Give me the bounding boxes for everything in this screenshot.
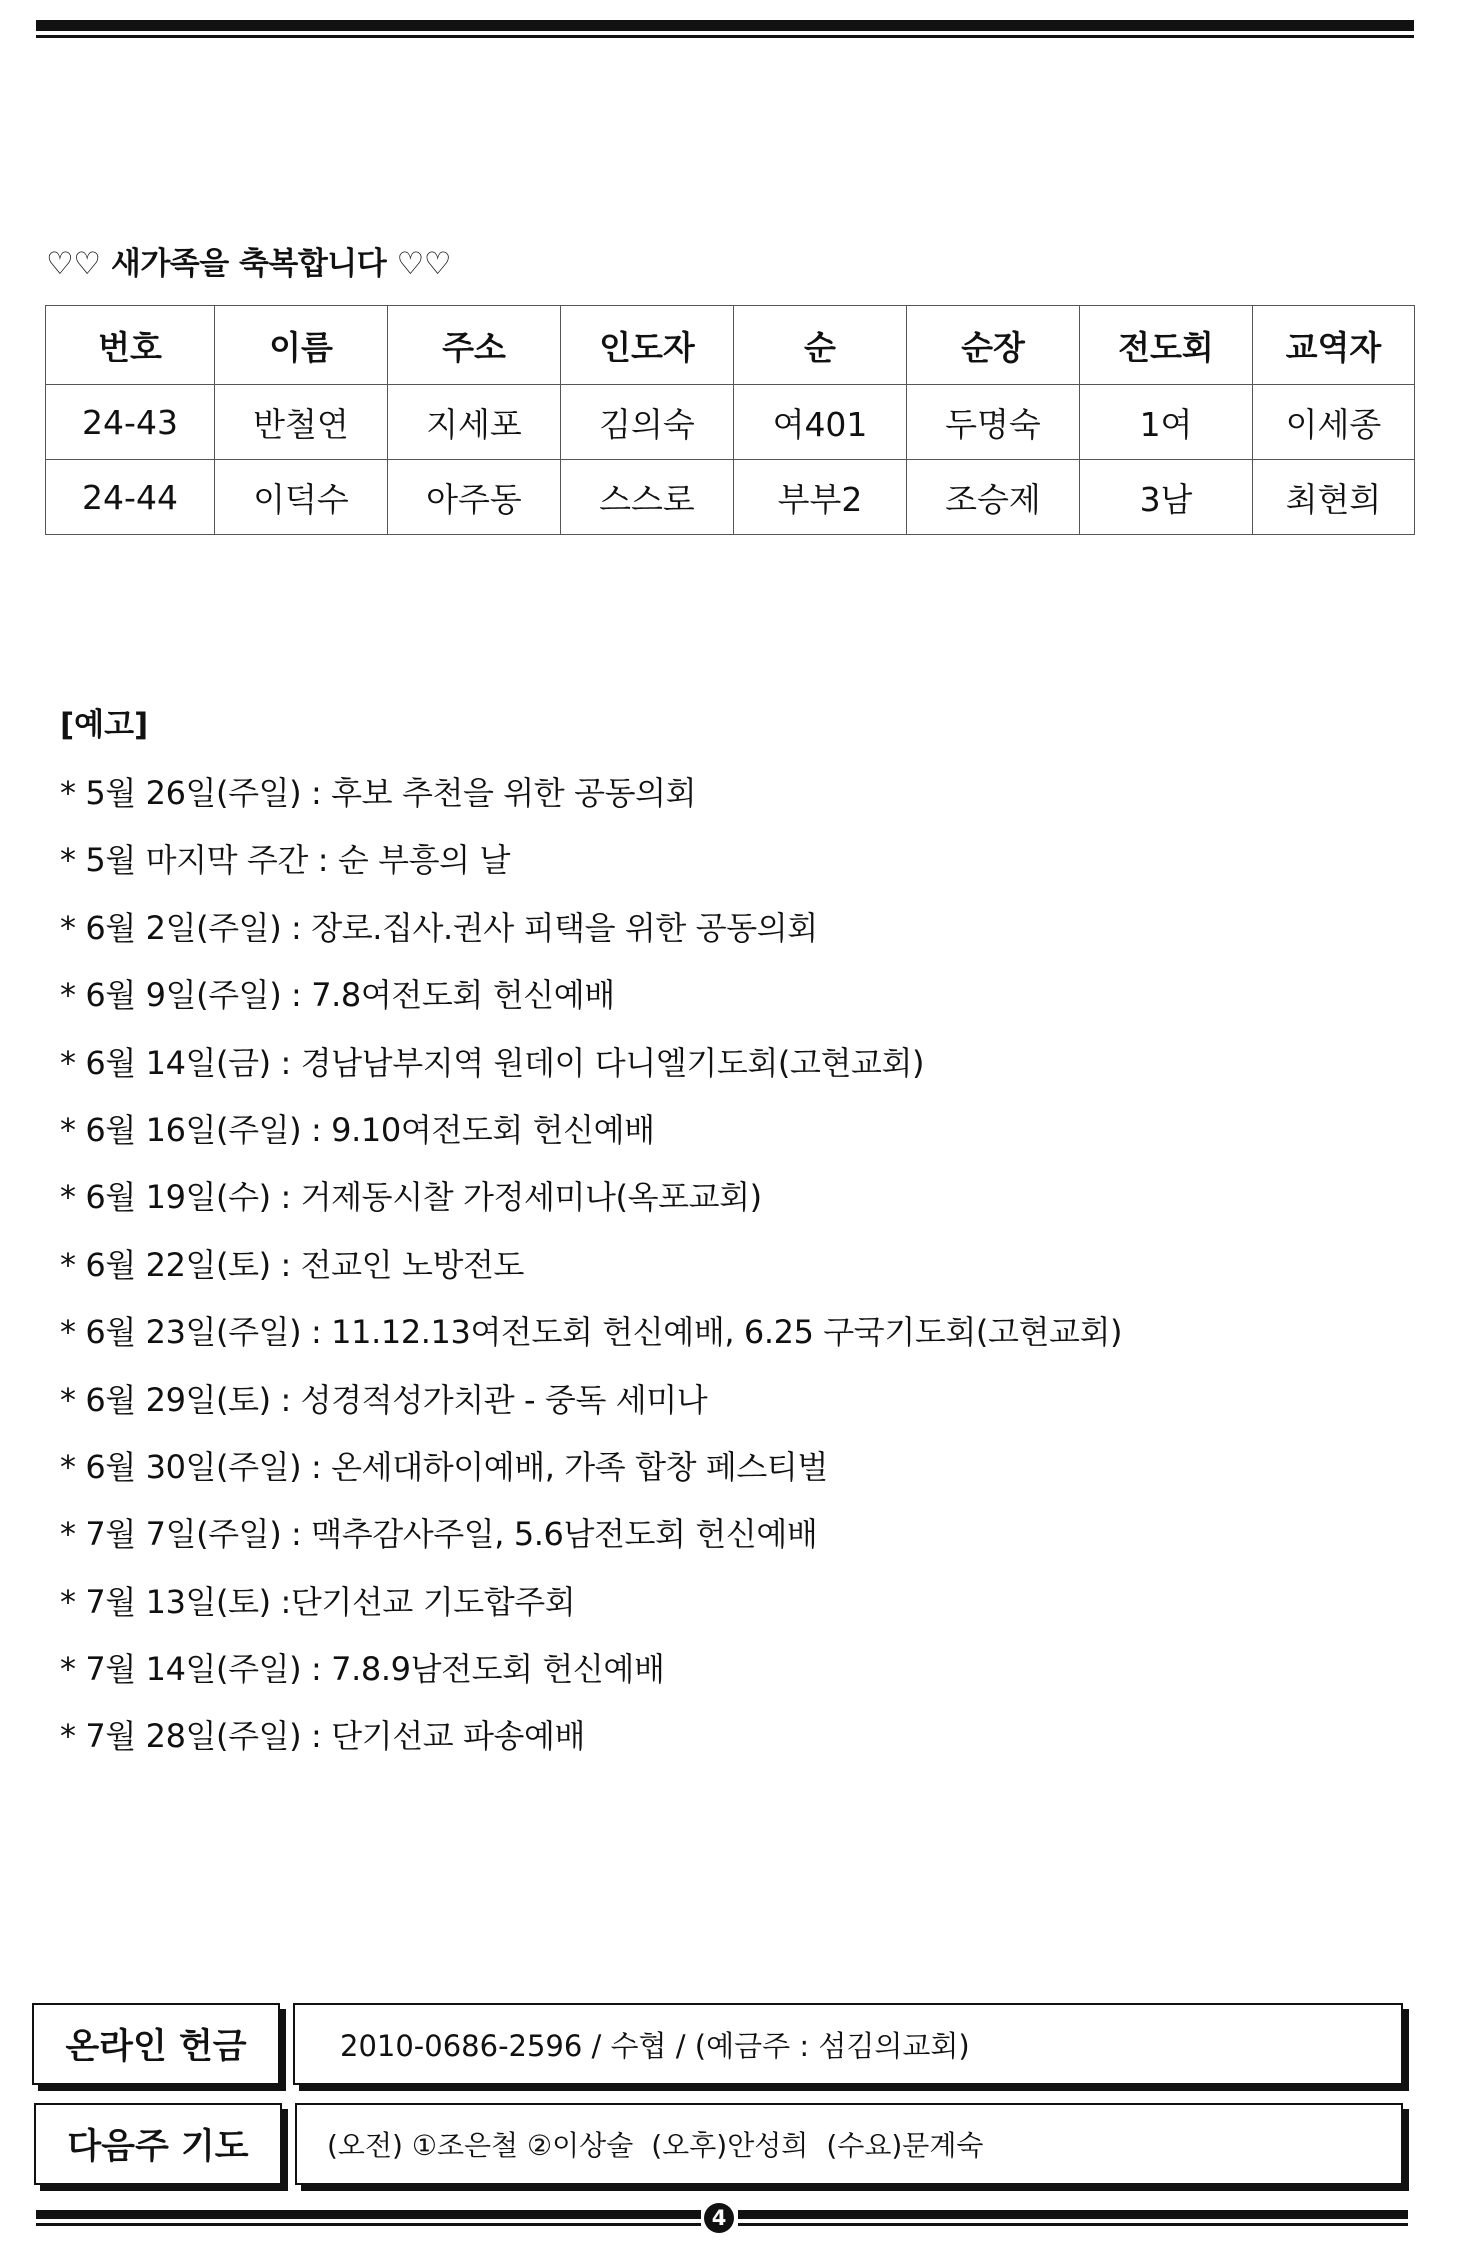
notice-item: * 7월 7일(주일) : 맥추감사주일, 5.6남전도회 헌신예배 [60, 1515, 818, 1554]
notice-item: * 6월 19일(수) : 거제동시찰 가정세미나(옥포교회) [60, 1178, 762, 1217]
cell-pastor: 최현희 [1253, 460, 1415, 535]
cell-guide: 스스로 [561, 460, 734, 535]
cell-guide: 김의숙 [561, 385, 734, 460]
col-header-guide: 인도자 [561, 306, 734, 385]
cell-mission-group: 3남 [1080, 460, 1253, 535]
cell-address: 아주동 [388, 460, 561, 535]
notice-item: * 6월 9일(주일) : 7.8여전도회 헌신예배 [60, 976, 615, 1015]
notice-item: * 7월 14일(주일) : 7.8.9남전도회 헌신예배 [60, 1650, 665, 1689]
top-rule-thick [36, 20, 1414, 31]
online-giving-account: 2010-0686-2596 / 수협 / (예금주 : 섬김의교회) [293, 2003, 1403, 2085]
notice-item: * 7월 28일(주일) : 단기선교 파송예배 [60, 1717, 586, 1756]
cell-number: 24-44 [46, 460, 215, 535]
footer-rule-right-thin [738, 2223, 1408, 2226]
next-prayer-list [295, 2103, 1403, 2185]
cell-cell-leader: 조승제 [907, 460, 1080, 535]
next-prayer-label: 다음주 기도 [34, 2103, 282, 2185]
prayer-wednesday: (수요)문계숙 [826, 2129, 984, 2162]
cell-cell-leader: 두명숙 [907, 385, 1080, 460]
notice-item: * 6월 30일(주일) : 온세대하이예배, 가족 합창 페스티벌 [60, 1447, 828, 1486]
notice-list [60, 766, 1122, 1777]
notice-title: [예고] [60, 707, 149, 743]
notice-item: * 6월 23일(주일) : 11.12.13여전도회 헌신예배, 6.25 구국기도회(고현교회) [60, 1313, 1123, 1352]
notice-item: * 6월 14일(금) : 경남남부지역 원데이 다니엘기도회(고현교회) [60, 1043, 925, 1082]
heart-icon: ♡♡ [396, 246, 452, 282]
col-header-cell-leader: 순장 [907, 306, 1080, 385]
table-row [46, 460, 1415, 535]
prayer-afternoon: (오후)안성희 [651, 2129, 809, 2162]
cell-pastor: 이세종 [1253, 385, 1415, 460]
heading-text: 새가족을 축복합니다 [110, 246, 387, 282]
new-family-heading [46, 238, 451, 283]
cell-name: 반철연 [215, 385, 388, 460]
cell-address: 지세포 [388, 385, 561, 460]
online-giving-label: 온라인 헌금 [32, 2003, 280, 2085]
heart-icon: ♡♡ [46, 246, 101, 282]
footer-rule-right-thick [738, 2210, 1408, 2219]
col-header-cell: 순 [734, 306, 907, 385]
footer-rule-left-thick [36, 2210, 701, 2219]
table-row [46, 385, 1415, 460]
col-header-address: 주소 [388, 306, 561, 385]
notice-item: * 7월 13일(토) :단기선교 기도합주회 [60, 1582, 576, 1621]
notice-item: * 5월 26일(주일) : 후보 추천을 위한 공동의회 [60, 774, 697, 812]
page-number: 4 [704, 2203, 734, 2233]
top-rule-thin [36, 35, 1414, 38]
col-header-name: 이름 [215, 306, 388, 385]
table-header-row [46, 306, 1415, 385]
col-header-number: 번호 [46, 306, 215, 385]
new-family-table [45, 305, 1415, 535]
notice-item: * 6월 22일(토) : 전교인 노방전도 [60, 1245, 525, 1284]
col-header-pastor: 교역자 [1253, 306, 1415, 385]
notice-item: * 6월 29일(토) : 성경적성가치관 - 중독 세미나 [60, 1380, 708, 1419]
cell-mission-group: 1여 [1080, 385, 1253, 460]
cell-name: 이덕수 [215, 460, 388, 535]
cell-cell: 부부2 [734, 460, 907, 535]
notice-item: * 6월 16일(주일) : 9.10여전도회 헌신예배 [60, 1110, 655, 1149]
notice-section [60, 700, 1122, 1777]
cell-cell: 여401 [734, 385, 907, 460]
notice-item: * 6월 2일(주일) : 장로.집사.권사 피택을 위한 공동의회 [60, 908, 818, 947]
prayer-morning: (오전) ①조은철 ②이상술 [327, 2129, 634, 2162]
notice-item: * 5월 마지막 주간 : 순 부흥의 날 [60, 841, 510, 880]
col-header-mission-group: 전도회 [1080, 306, 1253, 385]
cell-number: 24-43 [46, 385, 215, 460]
footer-rule-left-thin [36, 2223, 701, 2226]
